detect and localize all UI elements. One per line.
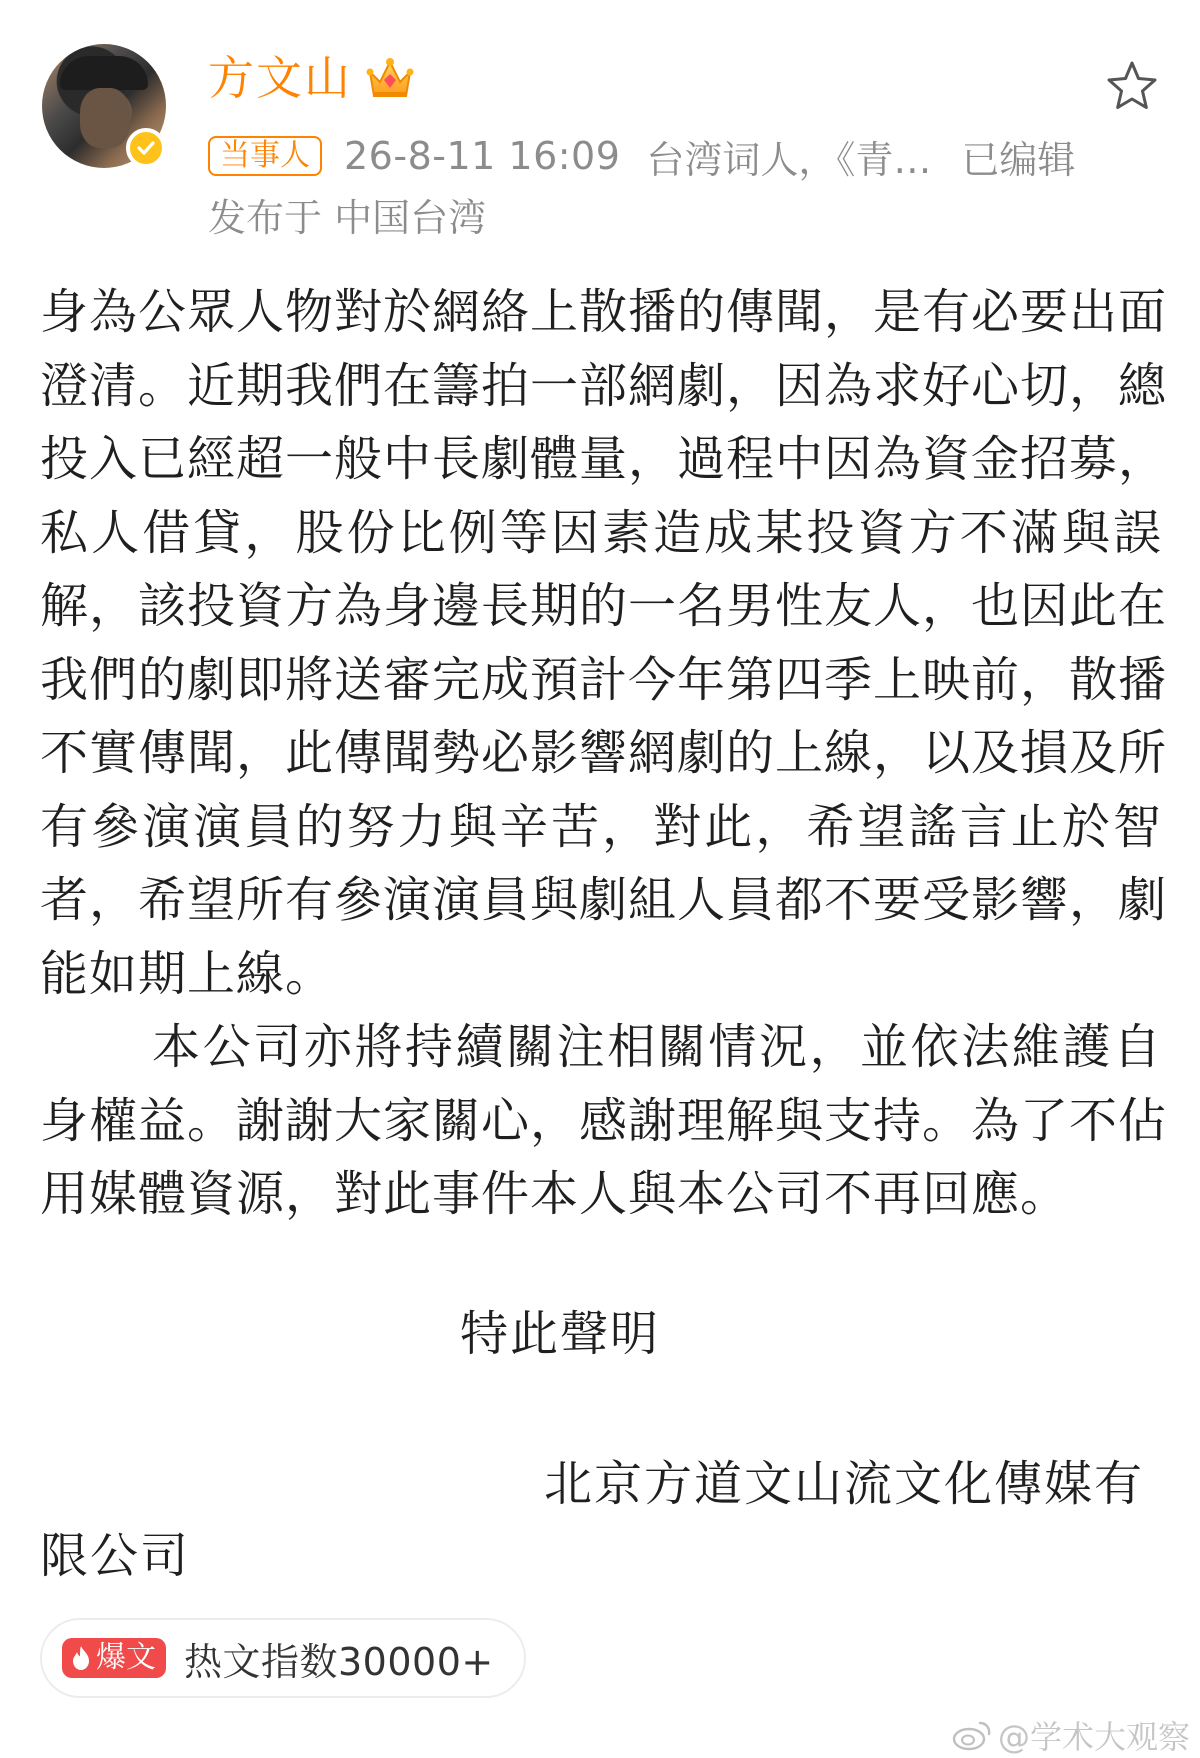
company-name-line1: 北京方道文山流文化傳媒有 [544,1456,1145,1512]
flame-icon [70,1645,92,1671]
avatar-cap [60,56,148,90]
body-line: 身權益。謝謝大家關心，感謝理解與支持。為了不佔 [40,1092,1168,1149]
body-line: 有參演演員的努力與辛苦，對此，希望謠言止於智 [40,798,1162,855]
post-body [40,276,1168,1232]
hot-tag [62,1638,166,1678]
party-badge: 当事人 [208,136,322,176]
statement-signoff: 特此聲明 [459,1306,660,1362]
post-meta [208,130,1075,182]
watermark [952,1712,1190,1758]
avatar[interactable] [42,44,166,168]
body-line: 投入已經超一般中長劇體量，過程中因為資金招募， [40,431,1168,487]
crown-icon[interactable] [364,52,416,104]
body-line: 我們的劇即將送審完成預計今年第四季上映前，散播 [40,651,1168,708]
post-location: 发布于 中国台湾 [208,196,487,240]
verified-icon [126,128,166,168]
weibo-logo-icon [952,1719,992,1751]
hot-index-label: 热文指数30000+ [184,1639,494,1684]
hot-index-badge[interactable] [40,1618,526,1698]
body-line: 者，希望所有參演演員與劇組人員都不要受影響，劇 [40,872,1168,928]
body-line: 用媒體資源，對此事件本人與本公司不再回應。 [40,1166,1070,1222]
body-line: 解，該投資方為身邊長期的一名男性友人，也因此在 [40,578,1168,634]
post-header [0,0,1200,240]
company-name-line2: 限公司 [40,1528,191,1584]
star-icon[interactable] [1104,58,1160,114]
edited-label[interactable]: 已编辑 [961,137,1076,182]
avatar-face [80,88,130,148]
watermark-text: @学术大观察 [997,1718,1190,1756]
body-line: 本公司亦將持續關注相關情況，並依法維護自 [152,1019,1162,1075]
body-line: 能如期上線。 [40,945,335,1002]
body-line: 身為公眾人物對於網絡上散播的傳聞，是有必要出面 [40,284,1168,340]
author-description[interactable]: 台湾词人，《青… [646,137,932,182]
hot-tag-label: 爆文 [96,1640,156,1675]
body-line: 不實傳聞，此傳聞勢必影響網劇的上線，以及損及所 [40,725,1168,781]
post-timestamp: 26-8-11 16:09 [344,134,621,178]
body-line: 私人借貸，股份比例等因素造成某投資方不滿與誤 [40,504,1162,561]
username[interactable]: 方文山 [208,51,352,105]
body-line: 澄清。近期我們在籌拍一部網劇，因為求好心切，總 [40,357,1168,414]
